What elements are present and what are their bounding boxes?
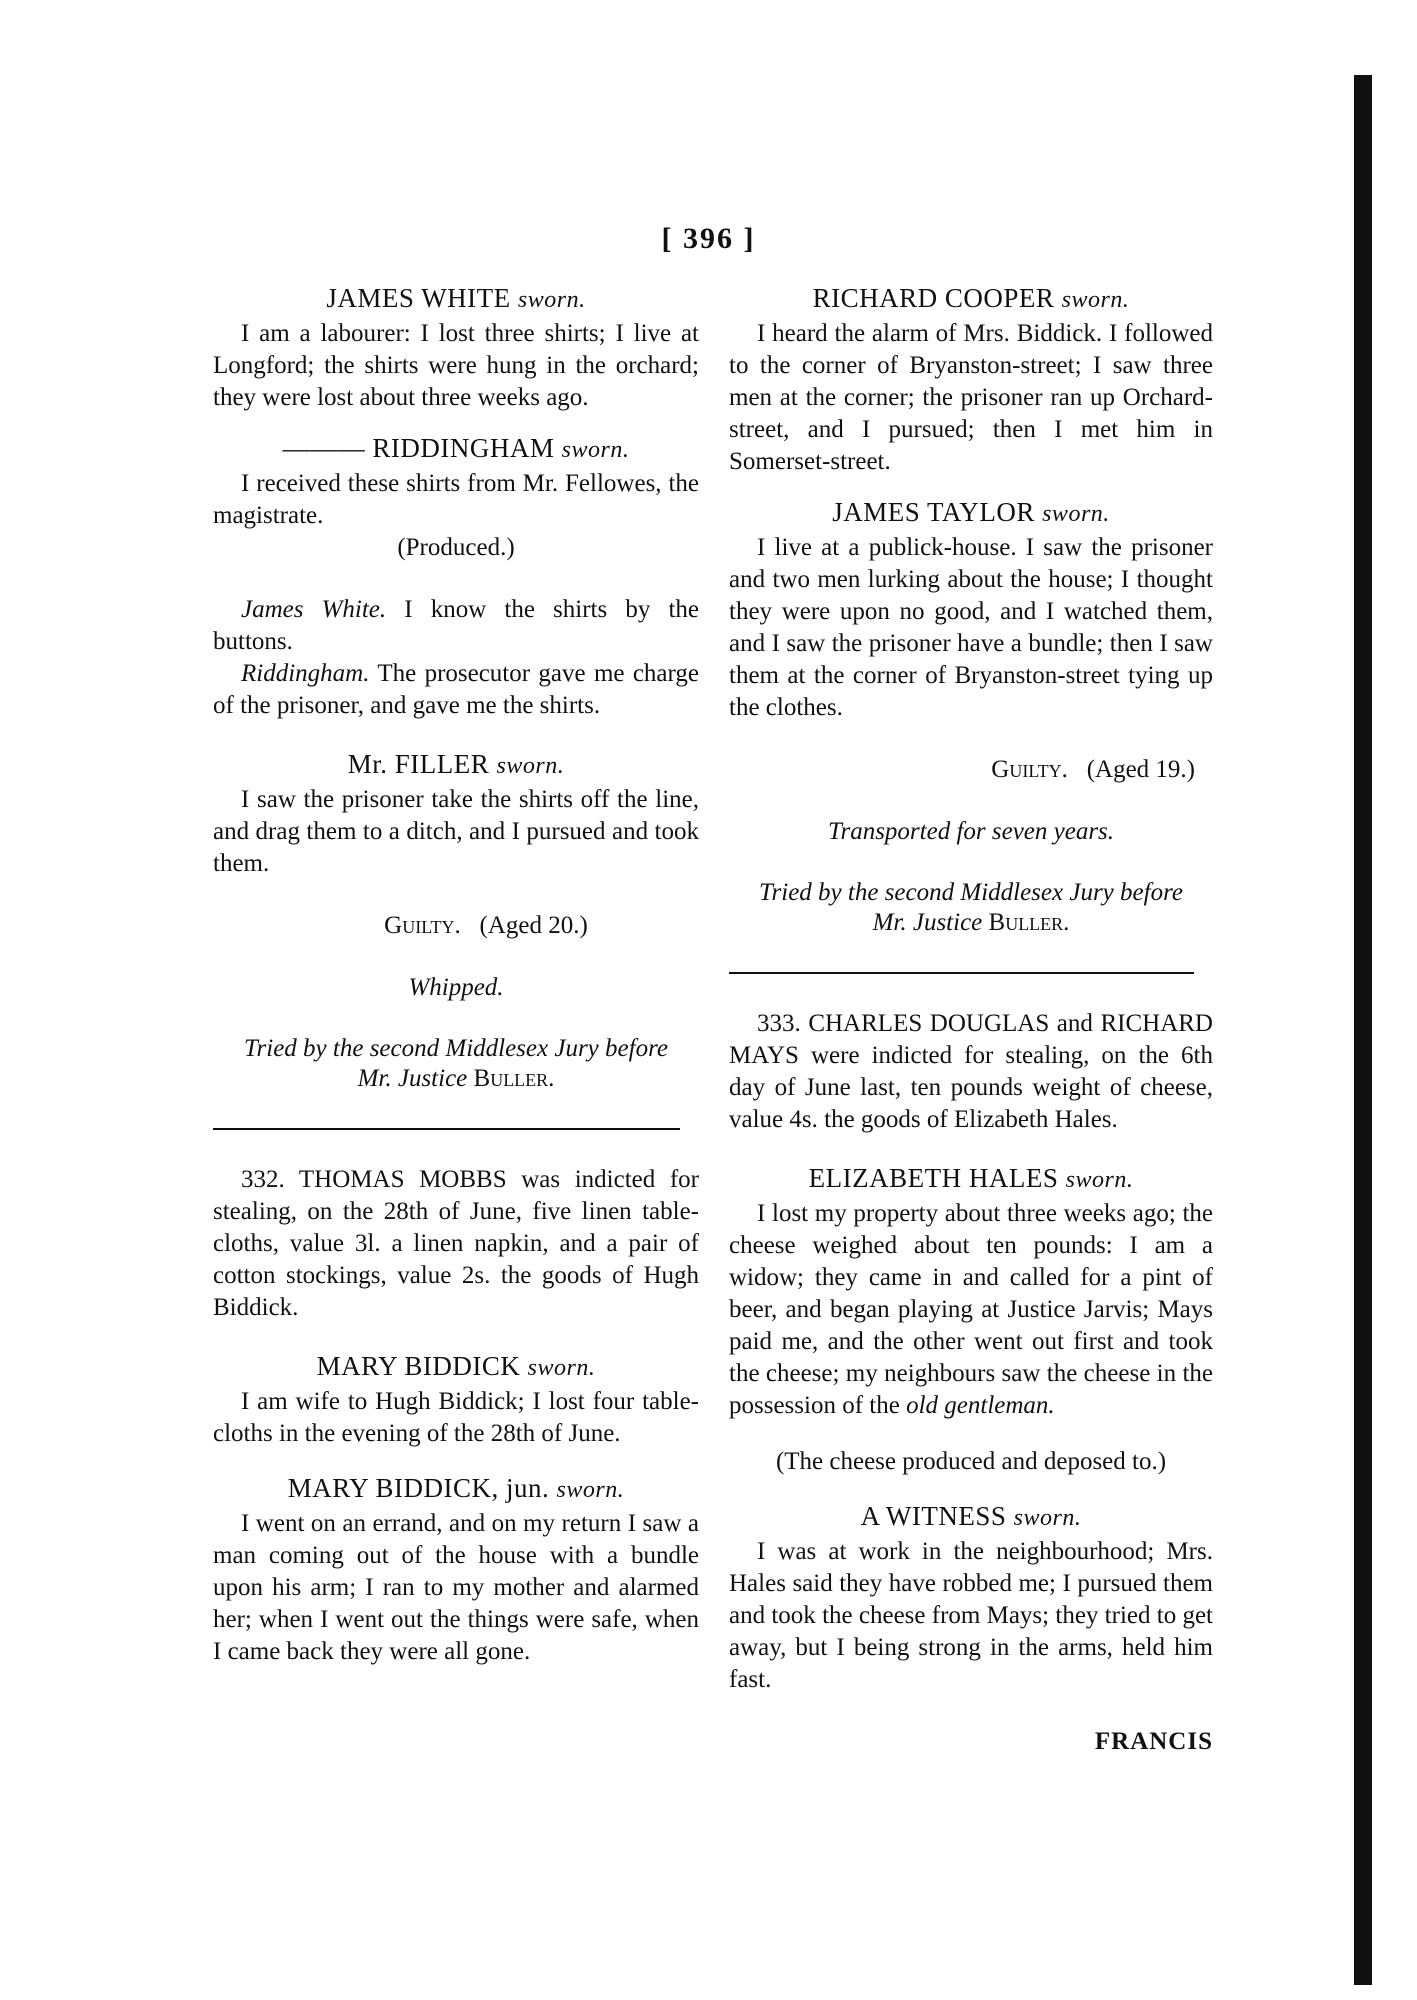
sworn-label: sworn. [556,1477,625,1503]
sworn-label: sworn. [1061,287,1130,313]
sentence-left: Whipped. [408,974,504,1001]
sworn-label: sworn. [527,1355,596,1381]
testimony-text: I lost my property about three weeks ago; the cheese weighed about ten pounds: I am a widow; they came in and called for a pint of beer, and began playing at Justice Jarvis; Mays paid me, and the other went out first and took the cheese; my neighbours saw the cheese in the possession of the [729,1200,1213,1419]
witness-heading-mary-biddick-jun [213,1472,699,1506]
witness-name: RICHARD COOPER [812,283,1055,313]
catchword: FRANCIS [1094,1728,1213,1755]
page-binding-edge [1354,75,1372,1985]
testimony-mary-biddick: I am wife to Hugh Biddick; I lost four table-cloths in the evening of the 28th of June. [213,1388,699,1447]
trial-note-right [729,878,1213,938]
left-column [213,282,699,1668]
testimony-james-white: I am a labourer: I lost three shirts; I live at Longford; the shirts were hung in the orchard; they were lost about three weeks ago. [213,320,699,411]
witness-heading-mary-biddick [213,1350,699,1384]
testimony-elizabeth-hales [729,1198,1213,1422]
indictment-333: 333. CHARLES DOUGLAS and RICHARD MAYS were indicted for stealing, on the 6th day of June last, ten pounds weight of cheese, value 4s. the goods of Elizabeth Hales. [729,1010,1213,1133]
right-column [729,282,1213,1758]
verdict-label: Guilty. [384,912,461,939]
trial-judge-title: Mr. Justice [872,909,983,936]
sworn-label: sworn. [561,437,630,463]
witness-heading-filler [213,748,699,782]
testimony-text: I know the shirts by the buttons. [213,596,699,655]
trial-line: Tried by the second Middlesex Jury before [759,879,1183,906]
verdict-right [729,754,1213,786]
testimony-white-buttons [213,594,699,658]
witness-heading-richard-cooper [729,282,1213,316]
verdict-left [213,910,699,942]
witness-heading-riddingham [213,432,699,466]
testimony-richard-cooper: I heard the alarm of Mrs. Biddick. I followed to the corner of Bryanston-street; I saw three men at the corner; the prisoner ran up Orchard-street, and I pursued; then I met him in Somerset-street. [729,320,1213,475]
witness-heading-elizabeth-hales [729,1162,1213,1196]
sworn-label: sworn. [1065,1167,1134,1193]
sworn-label: sworn. [1013,1505,1082,1531]
witness-name: ELIZABETH HALES [808,1163,1059,1193]
trial-note-left [213,1034,699,1094]
witness-heading-james-white [213,282,699,316]
testimony-filler: I saw the prisoner take the shirts off the line, and drag them to a ditch, and I pursued and took them. [213,786,699,877]
witness-name: MARY BIDDICK, jun. [287,1473,550,1503]
witness-heading-a-witness [729,1500,1213,1534]
trial-judge-title: Mr. Justice [357,1065,468,1092]
section-divider [213,1128,680,1130]
testimony-james-taylor: I live at a publick-house. I saw the prisoner and two men lurking about the house; I thought they were upon no good, and I watched them, and I saw the prisoner have a bundle; then I saw them at the corner of Bryanston-street tying up the clothes. [729,534,1213,721]
testimony-text: The prosecutor gave me charge of the prisoner, and gave me the shirts. [213,660,699,719]
testimony-riddingham-charge [213,658,699,722]
cheese-produced-note: (The cheese produced and deposed to.) [775,1448,1167,1475]
witness-name: JAMES TAYLOR [832,497,1035,527]
produced-note: (Produced.) [397,534,515,561]
speaker-name: James White. [241,596,387,623]
verdict-label: Guilty. [991,756,1068,783]
age-label: (Aged 19.) [1086,756,1195,783]
witness-name: JAMES WHITE [326,283,511,313]
witness-name: MARY BIDDICK [316,1351,521,1381]
speaker-name: Riddingham. [241,660,370,687]
section-divider [729,972,1194,974]
testimony-a-witness: I was at work in the neighbourhood; Mrs. Hales said they have robbed me; I pursued them and took the cheese from Mays; they tried to get away, but I being strong in the arms, held him fast. [729,1538,1213,1693]
trial-judge-name: Buller. [988,909,1070,936]
testimony-italic-text: old gentleman. [906,1392,1055,1419]
witness-name: A WITNESS [860,1501,1007,1531]
page-number: [ 396 ] [661,222,756,255]
sentence-right: Transported for seven years. [827,818,1115,845]
trial-judge-name: Buller. [473,1065,555,1092]
witness-name: ——— RIDDINGHAM [282,433,555,463]
indictment-332: 332. THOMAS MOBBS was indicted for stealing, on the 28th of June, five linen table-cloths, value 3l. a linen napkin, and a pair of cotton stockings, value 2s. the goods of Hugh Biddick. [213,1166,699,1321]
age-label: (Aged 20.) [479,912,588,939]
sworn-label: sworn. [1042,501,1110,527]
trial-line: Tried by the second Middlesex Jury before [244,1035,668,1062]
sworn-label: sworn. [496,753,565,779]
sworn-label: sworn. [517,287,586,313]
witness-heading-james-taylor [729,496,1213,530]
testimony-riddingham: I received these shirts from Mr. Fellowes, the magistrate. [213,470,699,529]
testimony-mary-biddick-jun: I went on an errand, and on my return I saw a man coming out of the house with a bundle upon his arm; I ran to my mother and alarmed her; when I went out the things were safe, when I came back they were all gone. [213,1510,699,1665]
witness-name: Mr. FILLER [347,749,490,779]
